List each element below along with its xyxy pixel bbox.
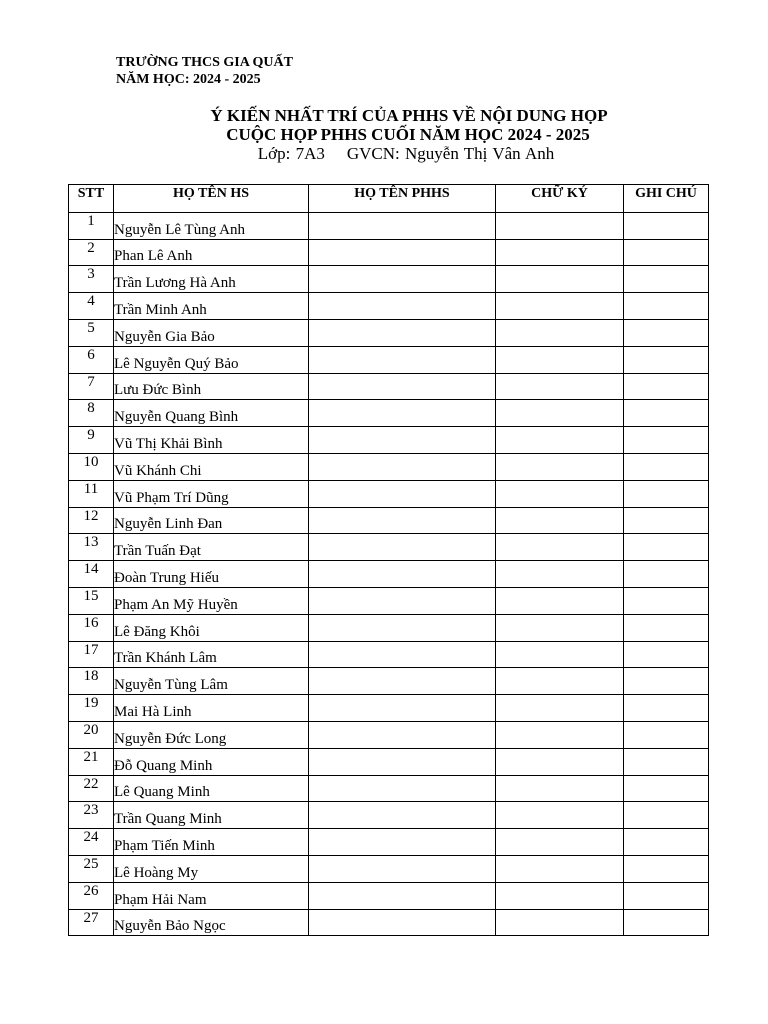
table-row <box>69 239 709 266</box>
stt-cell: 13 <box>69 534 114 561</box>
note-cell[interactable] <box>624 293 709 320</box>
student-name-cell: Nguyễn Quang Bình <box>114 400 309 427</box>
table-row <box>69 266 709 293</box>
note-cell[interactable] <box>624 266 709 293</box>
table-row <box>69 587 709 614</box>
student-name-cell: Lê Hoàng My <box>114 855 309 882</box>
signature-cell[interactable] <box>496 239 624 266</box>
class-info <box>0 144 768 164</box>
parent-name-cell[interactable] <box>309 427 496 454</box>
class-label: Lớp: 7A3 <box>257 144 325 163</box>
student-name-cell: Phạm Tiến Minh <box>114 829 309 856</box>
student-name-cell: Nguyễn Lê Tùng Anh <box>114 212 309 239</box>
note-cell[interactable] <box>624 480 709 507</box>
parent-name-cell[interactable] <box>309 212 496 239</box>
student-name-cell: Nguyễn Bảo Ngọc <box>114 909 309 936</box>
school-header <box>116 54 293 88</box>
parent-name-cell[interactable] <box>309 239 496 266</box>
parent-name-cell[interactable] <box>309 534 496 561</box>
note-cell[interactable] <box>624 721 709 748</box>
note-cell[interactable] <box>624 668 709 695</box>
column-header-student: HỌ TÊN HS <box>114 185 309 213</box>
stt-cell: 8 <box>69 400 114 427</box>
title-line-2: CUỘC HỌP PHHS CUỐI NĂM HỌC 2024 - 2025 <box>226 125 590 144</box>
note-cell[interactable] <box>624 614 709 641</box>
student-name-cell: Phạm An Mỹ Huyền <box>114 587 309 614</box>
note-cell[interactable] <box>624 346 709 373</box>
note-cell[interactable] <box>624 829 709 856</box>
signature-cell[interactable] <box>496 775 624 802</box>
note-cell[interactable] <box>624 641 709 668</box>
signature-cell[interactable] <box>496 695 624 722</box>
stt-cell: 11 <box>69 480 114 507</box>
student-name-cell: Phan Lê Anh <box>114 239 309 266</box>
signature-cell[interactable] <box>496 373 624 400</box>
signature-cell[interactable] <box>496 427 624 454</box>
parent-name-cell[interactable] <box>309 829 496 856</box>
student-name-cell: Nguyễn Linh Đan <box>114 507 309 534</box>
signature-cell[interactable] <box>496 748 624 775</box>
note-cell[interactable] <box>624 239 709 266</box>
student-name-cell: Vũ Khánh Chi <box>114 453 309 480</box>
student-name-cell: Trần Khánh Lâm <box>114 641 309 668</box>
stt-cell: 18 <box>69 668 114 695</box>
signature-cell[interactable] <box>496 909 624 936</box>
note-cell[interactable] <box>624 695 709 722</box>
student-name-cell: Nguyễn Gia Bảo <box>114 319 309 346</box>
parent-name-cell[interactable] <box>309 587 496 614</box>
parent-name-cell[interactable] <box>309 561 496 588</box>
student-name-cell: Trần Quang Minh <box>114 802 309 829</box>
signature-table <box>68 184 709 936</box>
stt-cell: 9 <box>69 427 114 454</box>
teacher-label: GVCN: Nguyễn Thị Vân Anh <box>346 144 555 163</box>
note-cell[interactable] <box>624 748 709 775</box>
signature-cell[interactable] <box>496 561 624 588</box>
note-cell[interactable] <box>624 400 709 427</box>
signature-cell[interactable] <box>496 400 624 427</box>
signature-cell[interactable] <box>496 453 624 480</box>
stt-cell: 23 <box>69 802 114 829</box>
signature-cell[interactable] <box>496 614 624 641</box>
signature-cell[interactable] <box>496 587 624 614</box>
stt-cell: 4 <box>69 293 114 320</box>
parent-name-cell[interactable] <box>309 721 496 748</box>
table-row <box>69 829 709 856</box>
table-header-row <box>69 185 709 213</box>
student-name-cell: Mai Hà Linh <box>114 695 309 722</box>
parent-name-cell[interactable] <box>309 266 496 293</box>
signature-cell[interactable] <box>496 266 624 293</box>
signature-cell[interactable] <box>496 480 624 507</box>
parent-name-cell[interactable] <box>309 855 496 882</box>
parent-name-cell[interactable] <box>309 614 496 641</box>
parent-name-cell[interactable] <box>309 453 496 480</box>
table-row <box>69 641 709 668</box>
student-name-cell: Trần Lương Hà Anh <box>114 266 309 293</box>
note-cell[interactable] <box>624 212 709 239</box>
student-name-cell: Vũ Thị Khải Bình <box>114 427 309 454</box>
parent-name-cell[interactable] <box>309 802 496 829</box>
stt-cell: 7 <box>69 373 114 400</box>
student-name-cell: Lê Quang Minh <box>114 775 309 802</box>
table-row <box>69 775 709 802</box>
stt-cell: 27 <box>69 909 114 936</box>
stt-cell: 5 <box>69 319 114 346</box>
table-row <box>69 721 709 748</box>
table-row <box>69 319 709 346</box>
parent-name-cell[interactable] <box>309 775 496 802</box>
stt-cell: 1 <box>69 212 114 239</box>
table-row <box>69 534 709 561</box>
signature-cell[interactable] <box>496 802 624 829</box>
table-row <box>69 480 709 507</box>
stt-cell: 15 <box>69 587 114 614</box>
student-name-cell: Đỗ Quang Minh <box>114 748 309 775</box>
parent-name-cell[interactable] <box>309 346 496 373</box>
note-cell[interactable] <box>624 775 709 802</box>
column-header-note: GHI CHÚ <box>624 185 709 213</box>
stt-cell: 10 <box>69 453 114 480</box>
parent-name-cell[interactable] <box>309 695 496 722</box>
stt-cell: 12 <box>69 507 114 534</box>
note-cell[interactable] <box>624 427 709 454</box>
column-header-parent: HỌ TÊN PHHS <box>309 185 496 213</box>
signature-cell[interactable] <box>496 721 624 748</box>
signature-cell[interactable] <box>496 882 624 909</box>
signature-cell[interactable] <box>496 668 624 695</box>
parent-name-cell[interactable] <box>309 319 496 346</box>
student-name-cell: Lê Đăng Khôi <box>114 614 309 641</box>
table-row <box>69 507 709 534</box>
table-row <box>69 453 709 480</box>
student-name-cell: Nguyễn Đức Long <box>114 721 309 748</box>
table-row <box>69 668 709 695</box>
table-row <box>69 212 709 239</box>
document-title <box>0 106 768 164</box>
stt-cell: 20 <box>69 721 114 748</box>
note-cell[interactable] <box>624 909 709 936</box>
table-body <box>69 212 709 936</box>
student-name-cell: Nguyễn Tùng Lâm <box>114 668 309 695</box>
table-row <box>69 748 709 775</box>
stt-cell: 21 <box>69 748 114 775</box>
signature-cell[interactable] <box>496 829 624 856</box>
stt-cell: 3 <box>69 266 114 293</box>
signature-cell[interactable] <box>496 855 624 882</box>
school-year: NĂM HỌC: 2024 - 2025 <box>116 72 261 87</box>
parent-name-cell[interactable] <box>309 293 496 320</box>
student-name-cell: Lê Nguyễn Quý Bảo <box>114 346 309 373</box>
table-row <box>69 373 709 400</box>
student-name-cell: Phạm Hải Nam <box>114 882 309 909</box>
signature-cell[interactable] <box>496 319 624 346</box>
signature-cell[interactable] <box>496 507 624 534</box>
parent-name-cell[interactable] <box>309 507 496 534</box>
column-header-stt: STT <box>69 185 114 213</box>
table-row <box>69 855 709 882</box>
signature-cell[interactable] <box>496 293 624 320</box>
stt-cell: 19 <box>69 695 114 722</box>
parent-name-cell[interactable] <box>309 668 496 695</box>
parent-name-cell[interactable] <box>309 400 496 427</box>
stt-cell: 16 <box>69 614 114 641</box>
parent-name-cell[interactable] <box>309 882 496 909</box>
school-name: TRƯỜNG THCS GIA QUẤT <box>116 55 293 70</box>
signature-cell[interactable] <box>496 641 624 668</box>
student-name-cell: Vũ Phạm Trí Dũng <box>114 480 309 507</box>
stt-cell: 17 <box>69 641 114 668</box>
title-line-1: Ý KIẾN NHẤT TRÍ CỦA PHHS VỀ NỘI DUNG HỌP <box>210 106 608 125</box>
student-name-cell: Trần Tuấn Đạt <box>114 534 309 561</box>
signature-cell[interactable] <box>496 346 624 373</box>
note-cell[interactable] <box>624 561 709 588</box>
stt-cell: 25 <box>69 855 114 882</box>
table-row <box>69 909 709 936</box>
stt-cell: 26 <box>69 882 114 909</box>
parent-name-cell[interactable] <box>309 480 496 507</box>
table-row <box>69 802 709 829</box>
stt-cell: 6 <box>69 346 114 373</box>
parent-name-cell[interactable] <box>309 373 496 400</box>
note-cell[interactable] <box>624 507 709 534</box>
student-name-cell: Lưu Đức Bình <box>114 373 309 400</box>
stt-cell: 14 <box>69 561 114 588</box>
signature-cell[interactable] <box>496 534 624 561</box>
stt-cell: 24 <box>69 829 114 856</box>
note-cell[interactable] <box>624 882 709 909</box>
note-cell[interactable] <box>624 453 709 480</box>
table-row <box>69 346 709 373</box>
note-cell[interactable] <box>624 855 709 882</box>
note-cell[interactable] <box>624 319 709 346</box>
table-row <box>69 427 709 454</box>
column-header-signature: CHỮ KÝ <box>496 185 624 213</box>
parent-name-cell[interactable] <box>309 641 496 668</box>
note-cell[interactable] <box>624 587 709 614</box>
student-name-cell: Đoàn Trung Hiếu <box>114 561 309 588</box>
parent-name-cell[interactable] <box>309 909 496 936</box>
table-row <box>69 400 709 427</box>
table-row <box>69 561 709 588</box>
parent-name-cell[interactable] <box>309 748 496 775</box>
stt-cell: 22 <box>69 775 114 802</box>
table-row <box>69 293 709 320</box>
table-row <box>69 614 709 641</box>
table-row <box>69 695 709 722</box>
stt-cell: 2 <box>69 239 114 266</box>
note-cell[interactable] <box>624 534 709 561</box>
table-row <box>69 882 709 909</box>
signature-cell[interactable] <box>496 212 624 239</box>
student-name-cell: Trần Minh Anh <box>114 293 309 320</box>
note-cell[interactable] <box>624 802 709 829</box>
note-cell[interactable] <box>624 373 709 400</box>
